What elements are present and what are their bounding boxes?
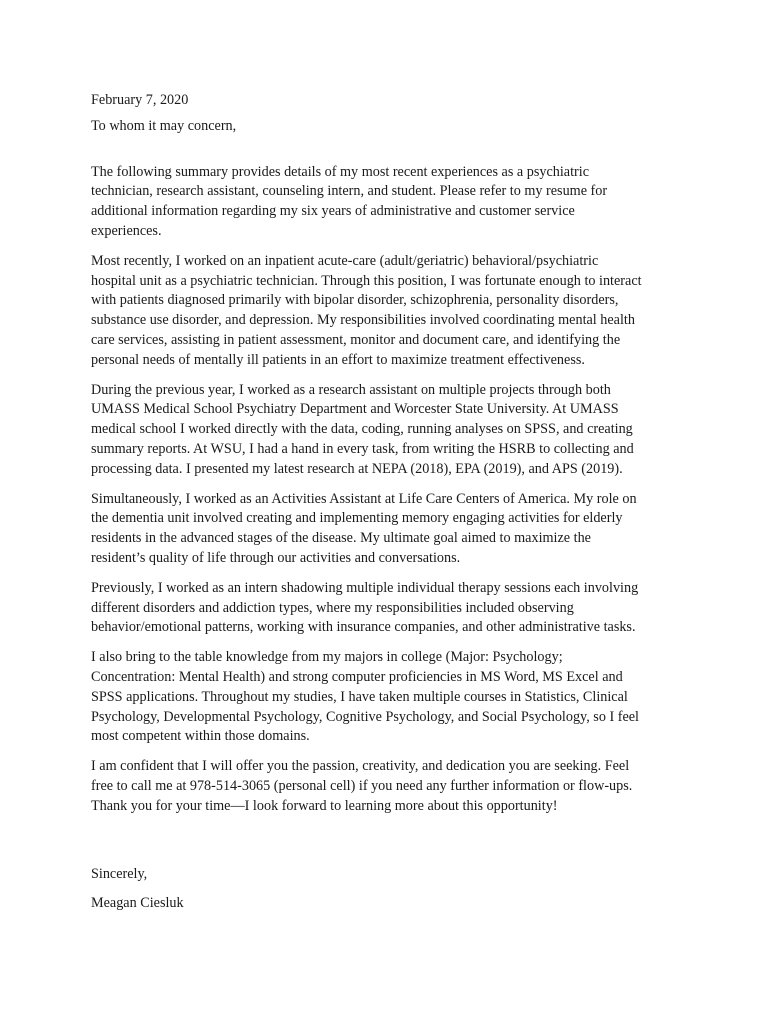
paragraph-line: substance use disorder, and depression. My responsibilities involved coordinating mental health bbox=[91, 312, 635, 329]
salutation: To whom it may concern, bbox=[91, 117, 237, 134]
paragraph-line: The following summary provides details of my most recent experiences as a psychiatric bbox=[91, 163, 589, 180]
closing: Sincerely, bbox=[91, 865, 148, 882]
paragraph-line: Psychology, Developmental Psychology, Cognitive Psychology, and Social Psychology, so I feel bbox=[91, 708, 639, 725]
paragraph-line: UMASS Medical School Psychiatry Department and Worcester State University. At UMASS bbox=[91, 401, 619, 418]
paragraph-line: SPSS applications. Throughout my studies, I have taken multiple courses in Statistics, Clinical bbox=[91, 688, 628, 705]
paragraph-line: medical school I worked directly with the data, coding, running analyses on SPSS, and creating bbox=[91, 421, 633, 438]
paragraph-line: During the previous year, I worked as a research assistant on multiple projects through both bbox=[91, 381, 611, 398]
paragraph-line: personal needs of mentally ill patients in an effort to maximize treatment effectiveness. bbox=[91, 351, 585, 368]
paragraph-line: behavior/emotional patterns, working with insurance companies, and other administrative tasks. bbox=[91, 619, 636, 636]
closing-spacer bbox=[91, 827, 691, 865]
paragraph-line: hospital unit as a psychiatric technician. Through this position, I was fortunate enough to interact bbox=[91, 272, 642, 289]
paragraph-line: Previously, I worked as an intern shadowing multiple individual therapy sessions each involving bbox=[91, 579, 639, 596]
paragraph-line: different disorders and addiction types, where my responsibilities included observing bbox=[91, 599, 574, 616]
paragraph-line: experiences. bbox=[91, 222, 162, 239]
body-paragraph bbox=[91, 757, 691, 816]
body-paragraph bbox=[91, 381, 691, 480]
paragraph-line: resident’s quality of life through our activities and conversations. bbox=[91, 549, 461, 566]
paragraph-line: the dementia unit involved creating and implementing memory engaging activities for elderly bbox=[91, 510, 623, 527]
body-paragraph bbox=[91, 648, 691, 747]
letter-date: February 7, 2020 bbox=[91, 92, 189, 108]
paragraph-line: additional information regarding my six years of administrative and customer service bbox=[91, 203, 575, 220]
paragraph-line: Thank you for your time—I look forward to learning more about this opportunity! bbox=[91, 797, 558, 814]
letter-page bbox=[91, 91, 691, 914]
paragraph-line: I am confident that I will offer you the passion, creativity, and dedication you are seeking. Feel bbox=[91, 758, 630, 775]
body-paragraph bbox=[91, 163, 691, 242]
paragraph-line: summary reports. At WSU, I had a hand in every task, from writing the HSRB to collecting and bbox=[91, 440, 634, 457]
paragraph-line: most competent within those domains. bbox=[91, 728, 310, 745]
body-paragraph bbox=[91, 252, 691, 371]
signature-name: Meagan Ciesluk bbox=[91, 895, 184, 912]
paragraph-line: I also bring to the table knowledge from my majors in college (Major: Psychology; bbox=[91, 649, 563, 666]
letter-body bbox=[91, 163, 691, 817]
paragraph-line: Most recently, I worked on an inpatient acute-care (adult/geriatric) behavioral/psychiatric bbox=[91, 252, 599, 269]
body-paragraph bbox=[91, 579, 691, 638]
paragraph-line: processing data. I presented my latest research at NEPA (2018), EPA (2019), and APS (2019). bbox=[91, 460, 623, 477]
paragraph-line: residents in the advanced stages of the disease. My ultimate goal aimed to maximize the bbox=[91, 530, 591, 547]
paragraph-line: care services, assisting in patient assessment, monitor and document care, and identifying the bbox=[91, 331, 621, 348]
paragraph-line: Simultaneously, I worked as an Activities Assistant at Life Care Centers of America. My role on bbox=[91, 490, 637, 507]
paragraph-line: free to call me at 978-514-3065 (personal cell) if you need any further information or flow-ups. bbox=[91, 777, 633, 794]
paragraph-line: with patients diagnosed primarily with bipolar disorder, schizophrenia, personality disorders, bbox=[91, 292, 619, 309]
body-paragraph bbox=[91, 490, 691, 569]
paragraph-line: technician, research assistant, counseling intern, and student. Please refer to my resume for bbox=[91, 183, 608, 200]
paragraph-line: Concentration: Mental Health) and strong computer proficiencies in MS Word, MS Excel and bbox=[91, 668, 623, 685]
